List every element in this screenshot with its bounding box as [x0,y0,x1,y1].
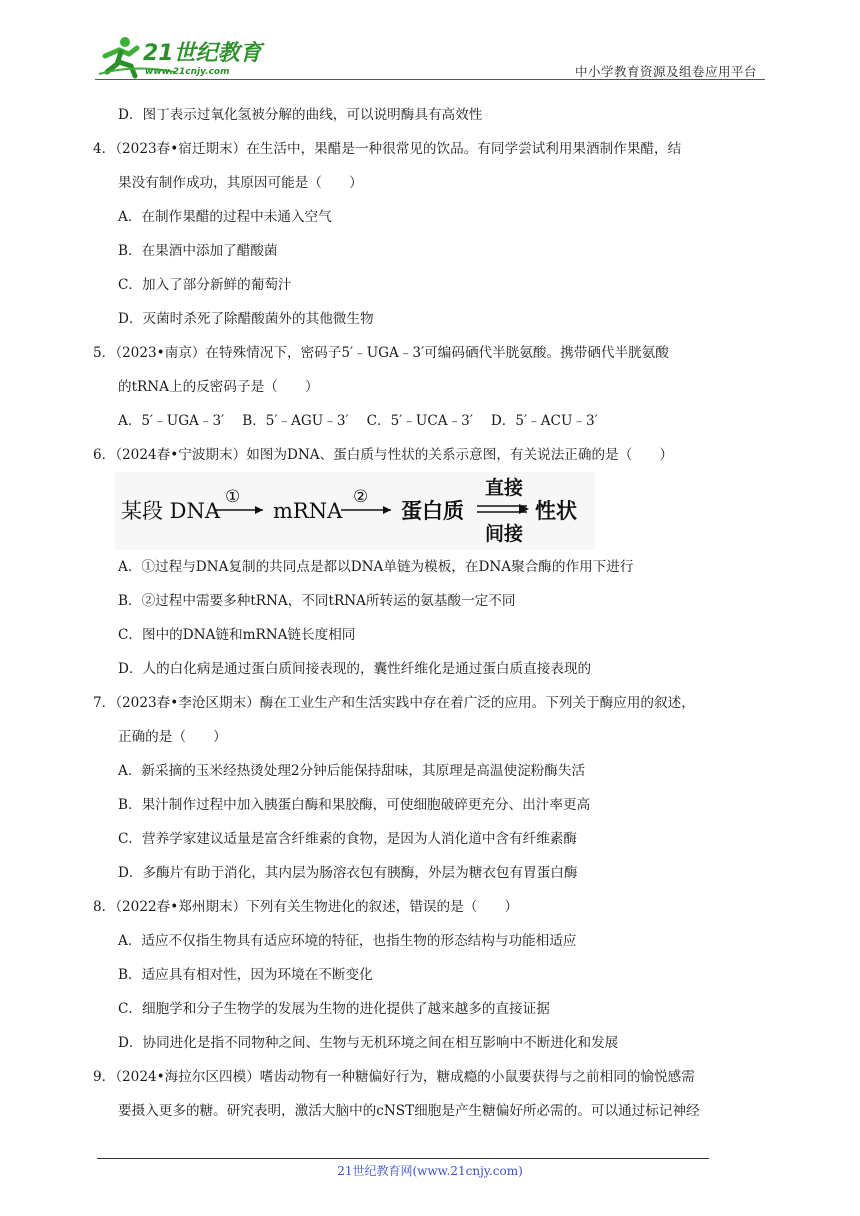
q5-option-b[interactable]: B．5′﹣AGU﹣3′ [242,413,349,429]
q6-stem: 6．（2024春•宁波期末）如图为DNA、蛋白质与性状的关系示意图，有关说法正确的是（ ） [93,447,674,463]
q6-option-d[interactable]: D．人的白化病是通过蛋白质间接表现的，囊性纤维化是通过蛋白质直接表现的 [118,661,592,677]
diagram-protein-label: 蛋白质 [401,498,464,523]
q6-option-b[interactable]: B．②过程中需要多种tRNA，不同tRNA所转运的氨基酸一定不同 [118,593,516,609]
answer-option[interactable]: C．加入了部分新鲜的葡萄汁 [118,277,292,293]
diagram-step1-label: ① [225,487,241,507]
q5-option-c[interactable]: C．5′﹣UCA﹣3′ [366,413,473,429]
questions-4-5 [93,98,773,404]
q5-option-a[interactable]: A．5′﹣UGA﹣3′ [118,413,225,429]
diagram-dna-label: 某段 DNA [121,499,221,523]
question-continuation: 要摄入更多的糖。研究表明，激活大脑中的cNST细胞是产生糖偏好所必需的。可以通过标记神经 [118,1103,700,1119]
answer-option[interactable]: D．协同进化是指不同物种之间、生物与无机环境之间在相互影响中不断进化和发展 [118,1035,619,1051]
footer-divider [97,1158,709,1159]
question-stem: 4．（2023春•宿迁期末）在生活中，果醋是一种很常见的饮品。有同学尝试利用果酒制作果醋，结 [93,141,682,157]
q6-option-a[interactable]: A．①过程与DNA复制的共同点是都以DNA单链为模板，在DNA聚合酶的作用下进行 [118,559,634,575]
questions-7-9 [93,686,773,1128]
question-stem: 8．（2022春•郑州期末）下列有关生物进化的叙述，错误的是（ ） [93,899,519,915]
answer-option[interactable]: D．多酶片有助于消化，其内层为肠溶衣包有胰酶，外层为糖衣包有胃蛋白酶 [118,865,578,881]
answer-option[interactable]: C．细胞学和分子生物学的发展为生物的进化提供了越来越多的直接证据 [118,1001,550,1017]
diagram-direct-label: 直接 [485,477,524,499]
page-header [95,34,765,82]
question-continuation: 果没有制作成功，其原因可能是（ ） [118,175,363,191]
answer-option[interactable]: A．在制作果醋的过程中未通入空气 [118,209,332,225]
diagram-mrna-label: mRNA [273,499,343,523]
question-continuation: 正确的是（ ） [118,729,227,745]
question-stem: 9．（2024•海拉尔区四模）嗜齿动物有一种糖偏好行为，糖成瘾的小鼠要获得与之前相同的愉悦感需 [93,1069,695,1085]
question-stem: 5．（2023•南京）在特殊情况下，密码子5′﹣UGA﹣3′可编码硒代半胱氨酸。携带硒代半胱氨酸 [93,345,669,361]
question-body [93,98,773,1128]
question-continuation: 的tRNA上的反密码子是（ ） [118,379,319,395]
dna-trait-diagram [115,472,773,550]
q5-options [93,404,773,438]
platform-name: 中小学教育资源及组卷应用平台 [574,64,757,79]
answer-option[interactable]: D．图丁表示过氧化氢被分解的曲线，可以说明酶具有高效性 [118,107,483,123]
answer-option[interactable]: B．果汁制作过程中加入胰蛋白酶和果胶酶，可使细胞破碎更充分、出汁率更高 [118,797,591,813]
answer-option[interactable]: B．适应具有相对性，因为环境在不断变化 [118,967,373,983]
answer-option[interactable]: A．新采摘的玉米经热烫处理2分钟后能保持甜味，其原理是高温使淀粉酶失活 [118,763,586,779]
diagram-trait-label: 性状 [535,498,577,523]
q6-option-c[interactable]: C．图中的DNA链和mRNA链长度相同 [118,627,356,643]
answer-option[interactable]: A．适应不仅指生物具有适应环境的特征，也指生物的形态结构与功能相适应 [118,933,577,949]
answer-option[interactable]: D．灭菌时杀死了除醋酸菌外的其他微生物 [118,311,374,327]
answer-option[interactable]: C．营养学家建议适量是富含纤维素的食物，是因为人消化道中含有纤维素酶 [118,831,577,847]
diagram-indirect-label: 间接 [485,523,524,545]
logo-text: 21世纪教育 [143,41,262,66]
logo-url: www.21cnjy.com [145,67,230,77]
header-divider [95,79,765,80]
answer-option[interactable]: B．在果酒中添加了醋酸菌 [118,243,278,259]
q5-option-d[interactable]: D．5′﹣ACU﹣3′ [490,413,598,429]
page-footer[interactable]: 21世纪教育网(www.21cnjy.com) [337,1164,523,1178]
runner-logo-icon [95,34,265,80]
diagram-step2-label: ② [353,487,369,507]
site-logo[interactable] [95,34,265,80]
question-stem: 7．（2023春•李沧区期末）酶在工业生产和生活实践中存在着广泛的应用。下列关于酶应用的叙述， [93,695,695,711]
